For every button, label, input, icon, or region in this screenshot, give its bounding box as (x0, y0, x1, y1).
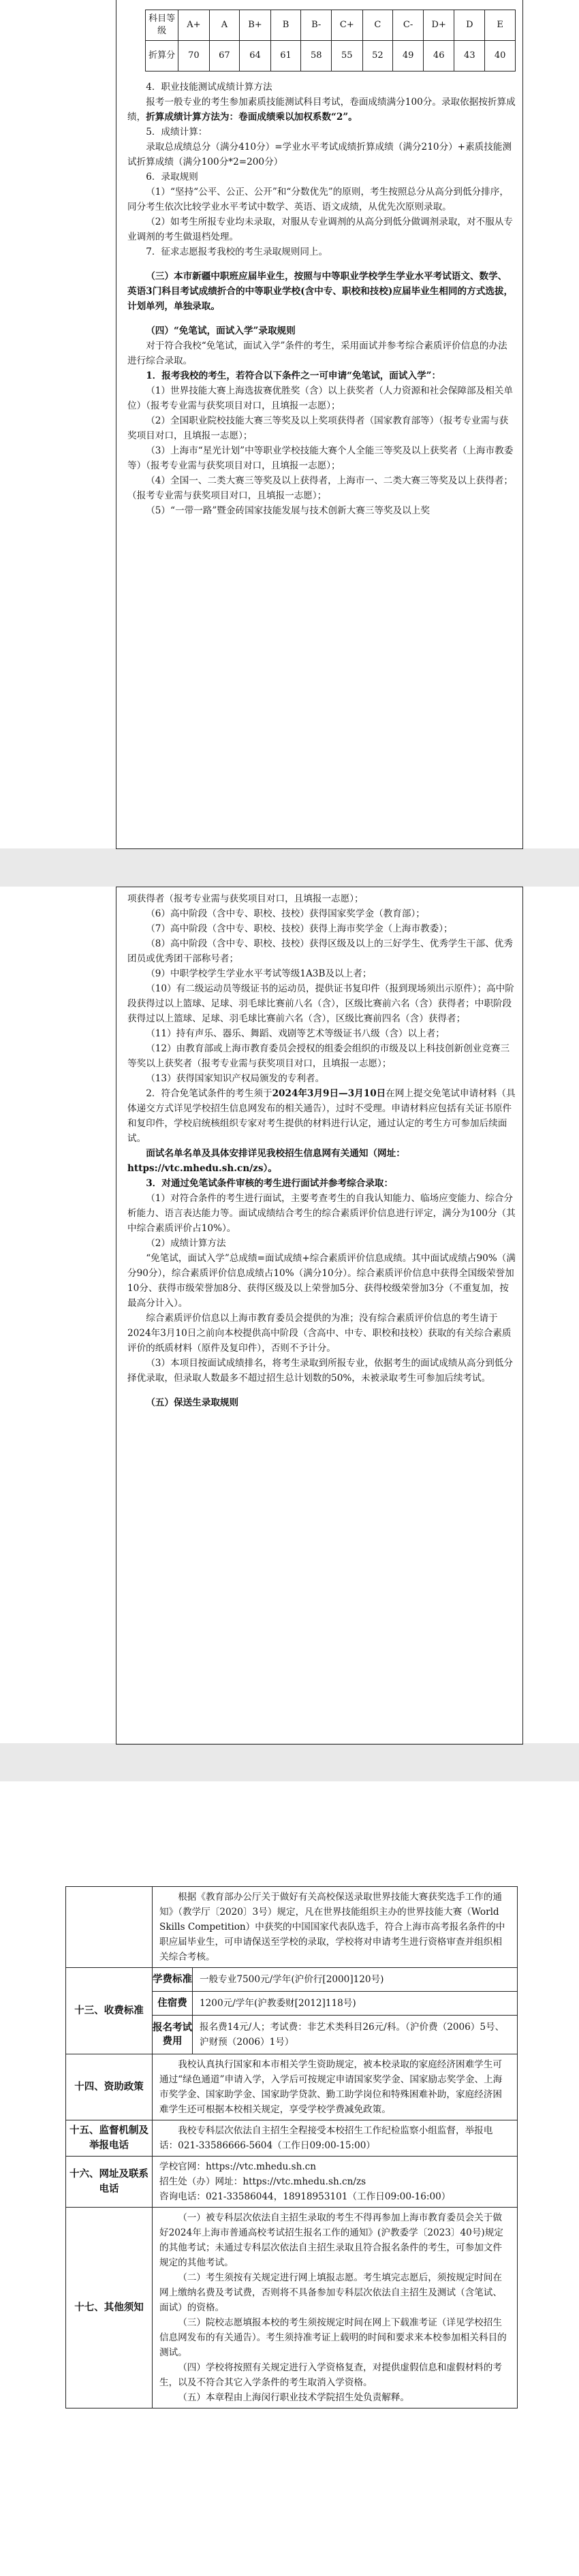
page2-content (116, 887, 522, 1410)
paragraph: （三）院校志愿填报本校的考生须按规定时间在网上下载准考证（详见学校招生信息网发布的有关通告）。考生须持准考证上载明的时间和要求来本校参加相关科目的测试。 (159, 2317, 507, 2358)
grade-cell: D (454, 10, 485, 41)
grade-row (146, 10, 516, 41)
sub-label: 住宿费 (153, 1992, 193, 2015)
paragraph: 我校专科层次依法自主招生全程接受本校招生工作纪检监察小组监督，举报电话：021-33586666-5604（工作日09:00-15:00） (159, 2125, 493, 2151)
aid-row (66, 2054, 517, 2120)
paragraph: （四）学校将按照有关规定进行入学资格复查，对提供虚假信息和虚假材料的考生，以及不符合其它入学条件的考生取消入学资格。 (159, 2362, 502, 2388)
grade-cell: A+ (178, 10, 209, 41)
paragraph: 5．成绩计算： (146, 127, 208, 138)
list-item: （10）有二级运动员等级证书的运动员，提供证书复印件（报到现场须出示原件）；高中阶段获得过以上篮球、足球、羽毛球比赛前八名（含），区级比赛前六名（含）获得者；中职阶段获得过以上篮球、足球、羽毛球比赛前六名（含），区级比赛前四名（含）获得者； (127, 983, 514, 1024)
document-page-1 (0, 0, 579, 848)
paragraph: （一）被专科层次依法自主招生录取的考生不得再参加上海市教育委员会关于做好2024年上海市普通高校考试招生报名工作的通知》(沪教委学〔2023〕40号)规定的其他考试；未通过专科层次依法自主招生录取且符合报名条件的考生，可参加文件规定的其他考试。 (159, 2212, 503, 2268)
score-cell: 55 (332, 41, 362, 71)
grade-cell: B+ (240, 10, 270, 41)
list-item: （4）全国一、二类大赛三等奖及以上获得者，上海市一、二类大赛三等奖及以上获得者；（报考专业需与获奖项目对口，且填报一志愿）； (127, 475, 513, 501)
row-body (153, 2208, 517, 2408)
row-body (153, 2157, 517, 2207)
row-label: 十六、网址及联系电话 (66, 2157, 153, 2207)
paragraph: “免笔试，面试入学”总成绩=面试成绩+综合素质评价信息成绩。其中面试成绩占90%（满分90分），综合素质评价信息成绩占10%（满分10分）。综合素质评价信息中获得全国级荣誉加10分、获得市级荣誉加8分、获得区级及以上荣誉加5分、获得校级荣誉加3分（不重复加，按最高分计入）。 (127, 1253, 516, 1309)
sub-value: 报名费14元/人；考试费：非艺术类科目26元/科。（沪价费（2006）5号、沪财预（2006）1号） (200, 2022, 505, 2048)
paragraph: （2）如考生所报专业均未录取，对服从专业调剂的从高分到低分做调剂录取，对不服从专业调剂的考生做退档处理。 (127, 217, 513, 242)
info-table (65, 1886, 518, 2408)
grade-cell: D+ (423, 10, 454, 41)
subheading: 3．对通过免笔试条件审核的考生进行面试并参考综合录取： (146, 1178, 394, 1189)
paragraph: （二）考生须按有关规定进行网上填报志愿。考生填完志愿后，须按规定时间在网上缴纳名费及考试费，否则将不具备参加专科层次依法自主招生及测试（含笔试、面试）的资格。 (159, 2272, 502, 2313)
document-page-3 (0, 1781, 579, 2576)
score-cell: 58 (301, 41, 332, 71)
list-item: （13）获得国家知识产权局颁发的专利者。 (146, 1073, 325, 1084)
text-run: 2．符合免笔试条件的考生须于 (146, 1088, 272, 1099)
fee-subrow (153, 1968, 517, 1992)
row-label: 十四、资助政策 (66, 2054, 153, 2120)
paragraph: （2）成绩计算方法 (146, 1238, 226, 1249)
section-4-heading: （四）“免笔试，面试入学”录取规则 (146, 325, 296, 336)
row-label: 十七、其他须知 (66, 2208, 153, 2408)
list-item: （3）上海市“星光计划”中等职业学校技能大赛个人全能三等奖及以上获奖者（上海市教委等）（报考专业需与获奖项目对口，且填报一志愿）； (127, 445, 514, 471)
paragraph: 我校认真执行国家和本市相关学生资助规定，被本校录取的家庭经济困难学生可通过“绿色通道”申请入学，入学后可按规定申请国家奖学金、国家励志奖学金、上海市奖学金、国家助学金、国家助学贷款、勤工助学岗位和特殊困难补助，家庭经济困难学生还可根据本校相关规定，享受学校学费减免政策。 (159, 2059, 503, 2115)
row-body (153, 2120, 517, 2156)
paragraph: 对于符合我校“免笔试，面试入学”条件的考生，采用面试并参考综合素质评价信息的办法进行综合录取。 (127, 340, 507, 366)
grade-cell: B (270, 10, 301, 41)
interview-notice: 面试名单名单及具体安排详见我校招生信息网有关通知（网址：https://vtc.mhedu.sh.cn/zs）。 (127, 1148, 405, 1174)
paragraph: 6．录取规则 (146, 172, 198, 182)
score-cell: 40 (485, 41, 516, 71)
score-row (146, 41, 516, 71)
grade-cell: E (485, 10, 516, 41)
list-item: （12）由教育部或上海市教育委员会授权的组委会组织的市级及以上科技创新创业竞赛三等奖以上获奖者（报考专业需与获奖项目对口，且填报一志愿）； (127, 1043, 510, 1069)
paragraph: 综合素质评价信息以上海市教育委员会提供的为准；没有综合素质评价信息的考生请于2024年3月10日之前向本校提供高中阶段（含高中、中专、职校和技校）获取的有关综合素质评价的纸质材料（原件及复印件），否则不予计分。 (127, 1313, 512, 1354)
website-line: 学校官网：https://vtc.mhedu.sh.cn (159, 2161, 317, 2172)
text-run: 报考一般专业的考生参加素质技能测试科目考试，卷面成绩满分100分。录取依据按折算成绩， (127, 97, 516, 123)
paragraph: 录取总成绩总分（满分410分）=学业水平考试成绩折算成绩（满分210分）+素质技能测试折算成绩（满分100分*2=200分） (127, 142, 512, 168)
list-item: 项获得者（报考专业需与获奖项目对口，且填报一志愿）； (127, 893, 364, 904)
section-5-heading: （五）保送生录取规则 (146, 1397, 239, 1408)
supervision-row (66, 2120, 517, 2157)
notes-row (66, 2208, 517, 2408)
bold-run: 2024年3月9日—3月10日 (272, 1088, 386, 1099)
list-item: （9）中职学校学生学业水平考试等级1A3B及以上者； (146, 968, 372, 979)
page1-frame (116, 0, 523, 849)
document-page-2 (0, 887, 579, 1743)
row-body (153, 2054, 517, 2120)
page1-content (116, 10, 522, 518)
row-label: 十三、收费标准 (66, 1968, 153, 2054)
section-3-heading: （三）本市新疆中职班应届毕业生，按照与中等职业学校学生学业水平考试语文、数学、英语3门科目考试成绩折合的中等职业学校(含中专、职校和技校)应届毕业生相同的方式选拔，计划单列，单独录取。 (127, 271, 514, 312)
paragraph (127, 95, 516, 125)
row-label: 十五、监督机制及举报电话 (66, 2120, 153, 2156)
fee-subtable (153, 1968, 517, 2054)
list-item: （6）高中阶段（含中专、职校、技校）获得国家奖学金（教育部）； (146, 908, 425, 919)
fee-subrow (153, 1992, 517, 2016)
website-line: 招生处（办）网址：https://vtc.mhedu.sh.cn/zs (159, 2176, 366, 2187)
grade-cell: A (209, 10, 240, 41)
grade-cell: B- (301, 10, 332, 41)
sub-label: 报名考试费用 (153, 2016, 193, 2054)
score-cell: 52 (362, 41, 393, 71)
sub-label: 学费标准 (153, 1968, 193, 1991)
text-run: 在网上提交免笔试申请材料（具体递交方式详见学校招生信息网发布的相关通告），过时不受理。申请材料应包括有关证书原件和复印件，学校启统核组织专家对考生提供的材料进行认定，通过认定的考生方可参加后续面试。 (127, 1088, 516, 1144)
grade-cell: C+ (332, 10, 362, 41)
score-cell: 43 (454, 41, 485, 71)
fee-row (66, 1968, 517, 2054)
paragraph: 7．征求志愿报考我校的考生录取规则同上。 (146, 247, 328, 257)
score-cell: 49 (393, 41, 424, 71)
row-label (66, 1887, 153, 1967)
contact-row (66, 2157, 517, 2208)
paragraph: 4．职业技能测试成绩计算方法 (146, 82, 272, 93)
list-item: （8）高中阶段（含中专、职校、技校）获得区级及以上的三好学生、优秀学生干部、优秀团员或优秀团干部称号者； (127, 938, 513, 964)
paragraph: （五）本章程由上海闵行职业技术学院招生处负责解释。 (178, 2392, 410, 2403)
bold-run: 折算成绩计算方法为：卷面成绩乘以加权系数“2”。 (146, 112, 358, 123)
list-item: （5）“一带一路”暨金砖国家技能发展与技术创新大赛三等奖及以上奖 (146, 505, 430, 516)
sub-value: 一般专业7500元/学年(沪价行[2000]120号) (200, 1974, 384, 1985)
paragraph: （1）对符合条件的考生进行面试，主要考查考生的自我认知能力、临场应变能力、综合分析能力、语言表达能力等。面试成绩结合考生的综合素质评价信息进行评定，满分为100分（其中综合素质评价占10%）。 (127, 1193, 516, 1234)
sub-value: 1200元/学年(沪教委财[2012]118号) (200, 1998, 356, 2009)
list-item: （1）世界技能大赛上海选拔赛优胜奖（含）以上获奖者（人力资源和社会保障部及相关单位）（报考专业需与获奖项目对口，且填报一志愿）； (127, 385, 513, 411)
grade-cell: C (362, 10, 393, 41)
grade-cell: C- (393, 10, 424, 41)
list-item: （7）高中阶段（含中专、职校、技校）获得上海市奖学金（上海市教委）； (146, 923, 453, 934)
fee-subrow (153, 2016, 517, 2054)
score-row-label: 折算分 (146, 41, 178, 71)
subheading: 1．报考我校的考生，若符合以下条件之一可申请“免笔试，面试入学”： (146, 370, 441, 381)
page2-frame (116, 887, 523, 1745)
paragraph: （3）本项目按面试成绩排名，将考生录取到所报专业，依据考生的面试成绩从高分到低分择优录取，但录取人数最多不超过招生总计划数的50%，未被录取考生可参加后续考试。 (127, 1358, 513, 1384)
score-cell: 61 (270, 41, 301, 71)
score-cell: 64 (240, 41, 270, 71)
list-item: （2）全国职业院校技能大赛三等奖及以上奖项获得者（国家教育部等）（报考专业需与获奖项目对口，且填报一志愿）； (127, 415, 509, 441)
score-cell: 70 (178, 41, 209, 71)
paragraph (127, 1086, 516, 1146)
row-body (153, 1887, 517, 1967)
grade-conversion-table (145, 10, 516, 71)
table-row (66, 1887, 517, 1968)
grade-row-label: 科目等级 (146, 10, 178, 41)
paragraph: （1）“坚持“公平、公正、公开”和“分数优先”的原则，考生按照总分从高分到低分排序，同分考生依次比较学业水平考试中数学、英语、语文成绩，从优先次原则录取。 (127, 187, 509, 212)
phone-line: 咨询电话：021-33586044，18918953101（工作日09:00-16:00） (159, 2191, 451, 2202)
list-item: （11）持有声乐、器乐、舞蹈、戏剧等艺术等级证书八级（含）以上者； (146, 1028, 445, 1039)
score-cell: 67 (209, 41, 240, 71)
paragraph: 根据《教育部办公厅关于做好有关高校保送录取世界技能大赛获奖选手工作的通知》（教学厅〔2020〕3号）规定，凡在世界技能组织主办的世界技能大赛（World Skills Competition）中获奖的中国国家代表队选手，符合上海市高考报名条件的中职应届毕业生，可申请保送至学校的录取，学校将对申请考生进行资格审查并组织相关综合考核。 (159, 1892, 505, 1962)
score-cell: 46 (423, 41, 454, 71)
